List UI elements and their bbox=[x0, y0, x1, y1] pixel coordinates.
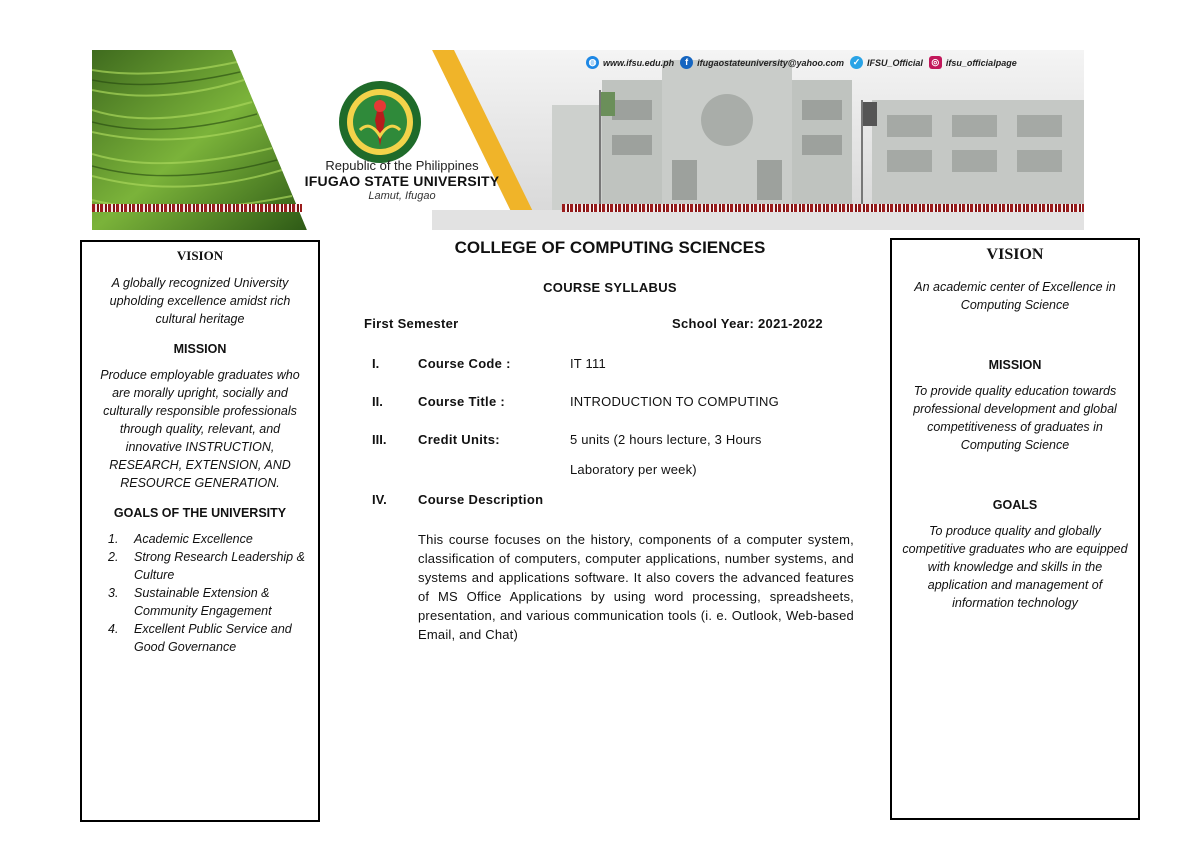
email-link[interactable] bbox=[680, 56, 844, 69]
campus-building-image bbox=[432, 50, 1084, 230]
item-label: Course Code : bbox=[418, 356, 511, 371]
university-location: Lamut, Ifugao bbox=[368, 190, 436, 202]
goal-text: Academic Excellence bbox=[134, 532, 253, 546]
course-code-value: IT 111 bbox=[570, 356, 606, 371]
goal-number: 3. bbox=[108, 586, 119, 600]
list-item bbox=[108, 620, 308, 656]
syllabus-title: COURSE SYLLABUS bbox=[543, 280, 677, 295]
social-links bbox=[586, 56, 1017, 69]
twitter-link[interactable] bbox=[850, 56, 923, 69]
mission-text: To provide quality education towards professional development and global competitiveness of graduates in Computing Science bbox=[913, 384, 1117, 452]
list-item bbox=[108, 584, 308, 620]
instagram-link[interactable] bbox=[929, 56, 1017, 69]
goals-title: GOALS bbox=[992, 498, 1038, 512]
goals-list bbox=[108, 530, 308, 656]
goal-number: 4. bbox=[108, 622, 119, 636]
vision-text: A globally recognized University upholding excellence amidst rich cultural heritage bbox=[109, 276, 291, 326]
email-text: ifugaostateuniversity@yahoo.com bbox=[697, 57, 844, 68]
item-label: Course Description bbox=[418, 492, 544, 507]
mission-title: MISSION bbox=[988, 358, 1042, 372]
globe-icon: ◍ bbox=[586, 56, 599, 69]
goal-text: Excellent Public Service and Good Governance bbox=[134, 622, 292, 654]
course-title-value: INTRODUCTION TO COMPUTING bbox=[570, 394, 779, 409]
republic-label: Republic of the Philippines bbox=[325, 158, 479, 173]
vision-title: VISION bbox=[986, 246, 1044, 263]
mission-text: Produce employable graduates who are morally upright, socially and culturally responsible professionals through quality, relevant, and innovative INSTRUCTION, RESEARCH, EXTENSION, AND RESOURCE GENERATION. bbox=[100, 368, 300, 490]
instagram-icon: ◎ bbox=[929, 56, 942, 69]
semester-label: First Semester bbox=[364, 316, 459, 331]
tribal-pattern-band bbox=[92, 204, 302, 212]
university-name-block bbox=[292, 158, 512, 203]
item-label: Credit Units: bbox=[418, 432, 500, 447]
item-number: IV. bbox=[372, 492, 387, 507]
college-vmg-box bbox=[890, 238, 1140, 820]
goals-title: GOALS OF THE UNIVERSITY bbox=[113, 506, 287, 520]
goal-text: Strong Research Leadership & Culture bbox=[134, 550, 305, 582]
goal-text: Sustainable Extension & Community Engagement bbox=[134, 586, 272, 618]
university-vmg-box bbox=[80, 240, 320, 822]
list-item bbox=[108, 530, 308, 548]
school-year-label: School Year: 2021-2022 bbox=[672, 316, 823, 331]
college-title: COLLEGE OF COMPUTING SCIENCES bbox=[454, 238, 766, 257]
item-number: II. bbox=[372, 394, 383, 409]
goals-text: To produce quality and globally competitive graduates who are equipped with knowledge and skills in the application and management of information technology bbox=[902, 524, 1128, 610]
twitter-icon: ✓ bbox=[850, 56, 863, 69]
header-banner bbox=[92, 50, 1084, 230]
goal-number: 2. bbox=[108, 550, 119, 564]
facebook-icon: f bbox=[680, 56, 693, 69]
credit-units-value-cont: Laboratory per week) bbox=[570, 462, 697, 477]
credit-units-value: 5 units (2 hours lecture, 3 Hours bbox=[570, 432, 762, 447]
goal-number: 1. bbox=[108, 532, 119, 546]
university-name: IFUGAO STATE UNIVERSITY bbox=[304, 173, 500, 189]
item-number: I. bbox=[372, 356, 380, 371]
list-item bbox=[108, 548, 308, 584]
mission-title: MISSION bbox=[173, 342, 227, 356]
vision-text: An academic center of Excellence in Computing Science bbox=[914, 280, 1116, 312]
website-text: www.ifsu.edu.ph bbox=[603, 57, 675, 68]
instagram-text: ifsu_officialpage bbox=[945, 57, 1017, 68]
course-description-text: This course focuses on the history, components of a computer system, classification of computers, computer applications, number systems, and systems and applications software. It also covers the advanced features of MS Office Applications by using word processing, spreadsheets, presentation, and various communication tools (i. e. Outlook, Web-based Email, and Chat) bbox=[418, 532, 854, 642]
item-label: Course Title : bbox=[418, 394, 506, 409]
vision-title: VISION bbox=[176, 248, 224, 263]
website-link[interactable] bbox=[586, 56, 674, 69]
university-seal-icon bbox=[338, 80, 422, 164]
item-number: III. bbox=[372, 432, 387, 447]
twitter-text: IFSU_Official bbox=[866, 57, 923, 68]
tribal-pattern-band bbox=[562, 204, 1084, 212]
